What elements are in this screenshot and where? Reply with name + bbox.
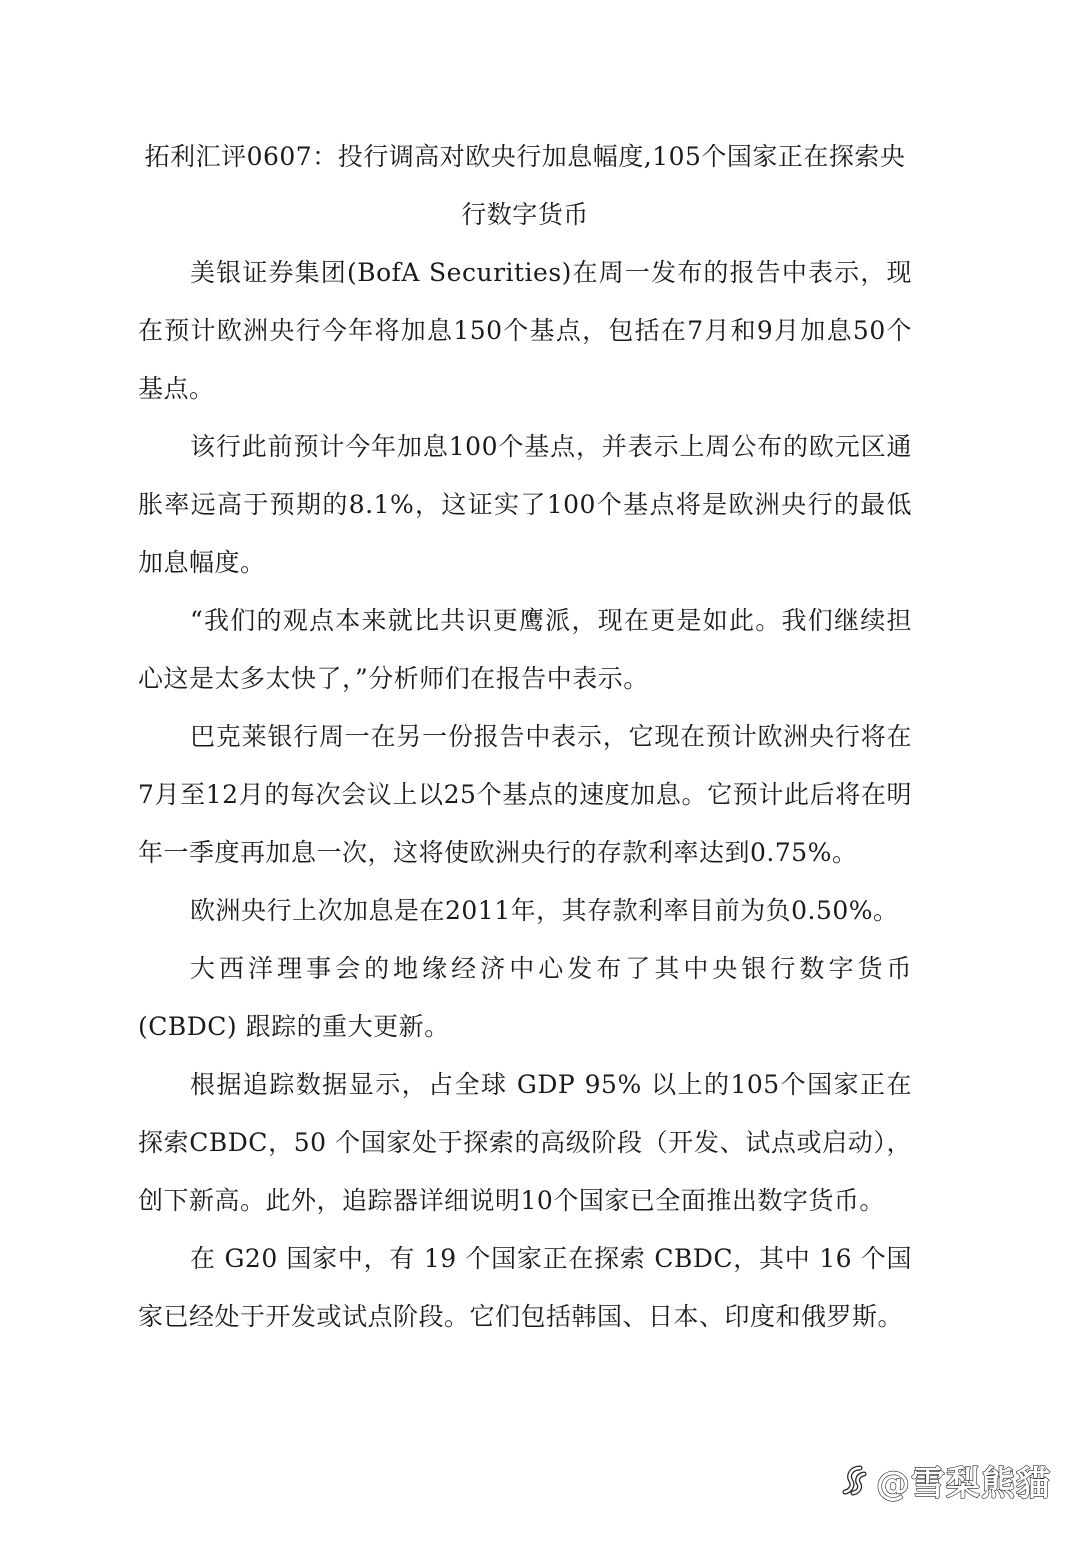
snowball-logo-icon [838, 1463, 872, 1497]
document-title: 拓利汇评0607：投行调高对欧央行加息幅度,105个国家正在探索央行数字货币 [144, 142, 906, 229]
paragraph-analyst-quote: “我们的观点本来就比共识更鹰派，现在更是如此。我们继续担心这是太多太快了，”分析师们在报告中表示。 [138, 606, 912, 693]
watermark-text: @雪梨熊貓 [876, 1463, 1051, 1504]
paragraph-g20: 在 G20 国家中，有 19 个国家正在探索 CBDC，其中 16 个国家已经处于开发或试点阶段。它们包括韩国、日本、印度和俄罗斯。 [138, 1244, 912, 1331]
paragraph-previous-forecast: 该行此前预计今年加息100个基点，并表示上周公布的欧元区通胀率远高于预期的8.1%，这证实了100个基点将是欧洲央行的最低加息幅度。 [138, 432, 912, 577]
paragraph-barclays-forecast: 巴克莱银行周一在另一份报告中表示，它现在预计欧洲央行将在7月至12月的每次会议上以25个基点的速度加息。它预计此后将在明年一季度再加息一次，这将使欧洲央行的存款利率达到0.75%。 [138, 722, 912, 867]
paragraph-cbdc-tracker: 大西洋理事会的地缘经济中心发布了其中央银行数字货币(CBDC) 跟踪的重大更新。 [138, 954, 912, 1041]
document-page [138, 128, 912, 1346]
paragraph-last-hike: 欧洲央行上次加息是在2011年，其存款利率目前为负0.50%。 [190, 896, 899, 925]
paragraph-tracker-data: 根据追踪数据显示，占全球 GDP 95% 以上的105个国家正在探索CBDC，50 个国家处于探索的高级阶段（开发、试点或启动），创下新高。此外，追踪器详细说明10个国家已全面推出数字货币。 [138, 1070, 912, 1215]
paragraph-bofa-forecast: 美银证券集团(BofA Securities)在周一发布的报告中表示，现在预计欧洲央行今年将加息150个基点，包括在7月和9月加息50个基点。 [138, 258, 912, 403]
watermark [838, 1456, 1051, 1504]
